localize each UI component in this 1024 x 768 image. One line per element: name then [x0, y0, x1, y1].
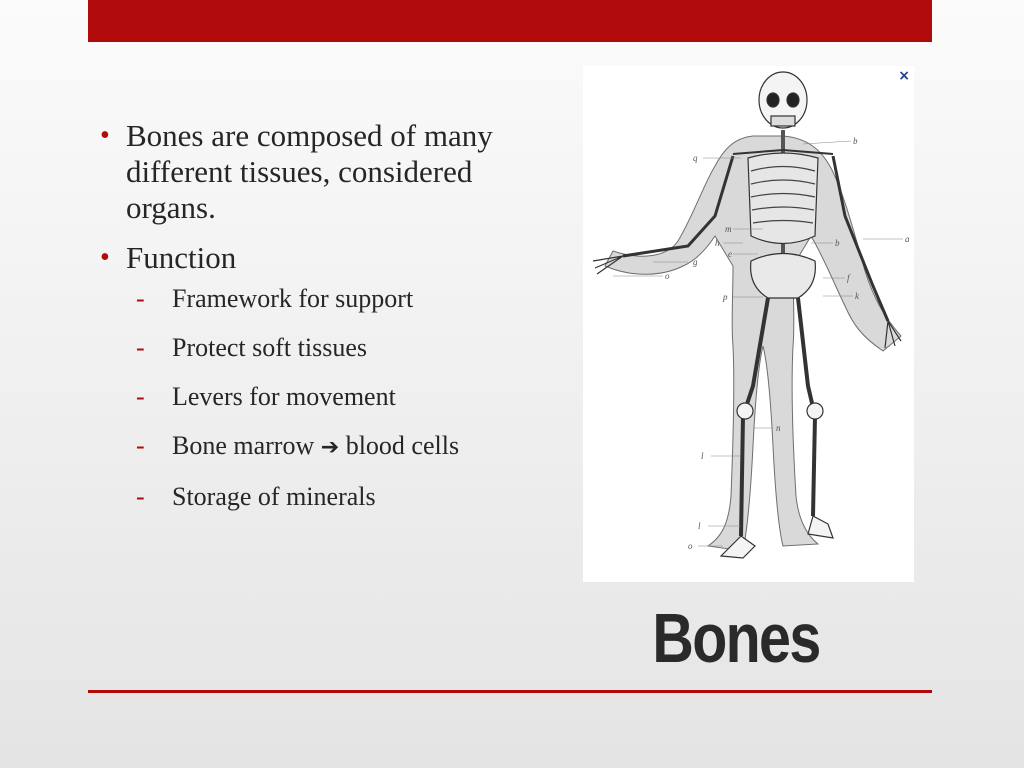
top-accent-bar: [88, 0, 932, 42]
figure-label: h: [715, 238, 720, 248]
skeleton-illustration: [583, 66, 914, 582]
sub-bullet-text: Protect soft tissues: [172, 333, 367, 362]
dash-marker: -: [136, 482, 145, 511]
dash-marker: -: [136, 284, 145, 313]
sub-bullet-text: Levers for movement: [172, 382, 396, 411]
sub-bullet-text: blood cells: [345, 431, 460, 460]
dash-marker: -: [136, 431, 145, 460]
dash-marker: -: [136, 382, 145, 411]
figure-label: l: [701, 451, 704, 461]
bullet-content: [100, 118, 500, 531]
sub-bullet-item: [136, 482, 500, 512]
figure-label: a: [905, 234, 910, 244]
figure-label: m: [725, 224, 732, 234]
figure-label: n: [776, 423, 781, 433]
right-arrow-icon: ➔: [320, 435, 340, 460]
figure-label: p: [723, 292, 728, 302]
figure-label: f: [847, 273, 850, 283]
figure-label: e: [728, 249, 732, 259]
figure-label: q: [693, 153, 698, 163]
sub-bullet-item: [136, 284, 500, 314]
bullet-list: [100, 118, 500, 512]
figure-label: o: [665, 271, 670, 281]
bottom-accent-rule: [88, 690, 932, 693]
figure-label: l: [698, 521, 701, 531]
skeleton-drawing: [583, 66, 914, 582]
sub-bullet-item: [136, 382, 500, 412]
bullet-item: [100, 118, 500, 226]
sub-bullet-list: [126, 284, 500, 512]
figure-label: o: [688, 541, 693, 551]
bullet-marker: •: [100, 120, 110, 151]
sub-bullet-item: [136, 431, 500, 463]
figure-label: k: [855, 291, 859, 301]
bullet-item: [100, 240, 500, 512]
dash-marker: -: [136, 333, 145, 362]
sub-bullet-text: Bone marrow: [172, 431, 315, 460]
bullet-text: Function: [126, 240, 237, 275]
sub-bullet-text: Framework for support: [172, 284, 414, 313]
bullet-text: Bones are composed of many different tissues, considered organs.: [126, 118, 493, 225]
bullet-marker: •: [100, 242, 110, 273]
figure-label: b: [835, 238, 840, 248]
sub-bullet-item: [136, 333, 500, 363]
figure-label: g: [693, 257, 698, 267]
slide-title: Bones: [652, 599, 820, 677]
close-icon: ×: [898, 68, 910, 84]
figure-label: b: [853, 136, 858, 146]
sub-bullet-text: Storage of minerals: [172, 482, 376, 511]
